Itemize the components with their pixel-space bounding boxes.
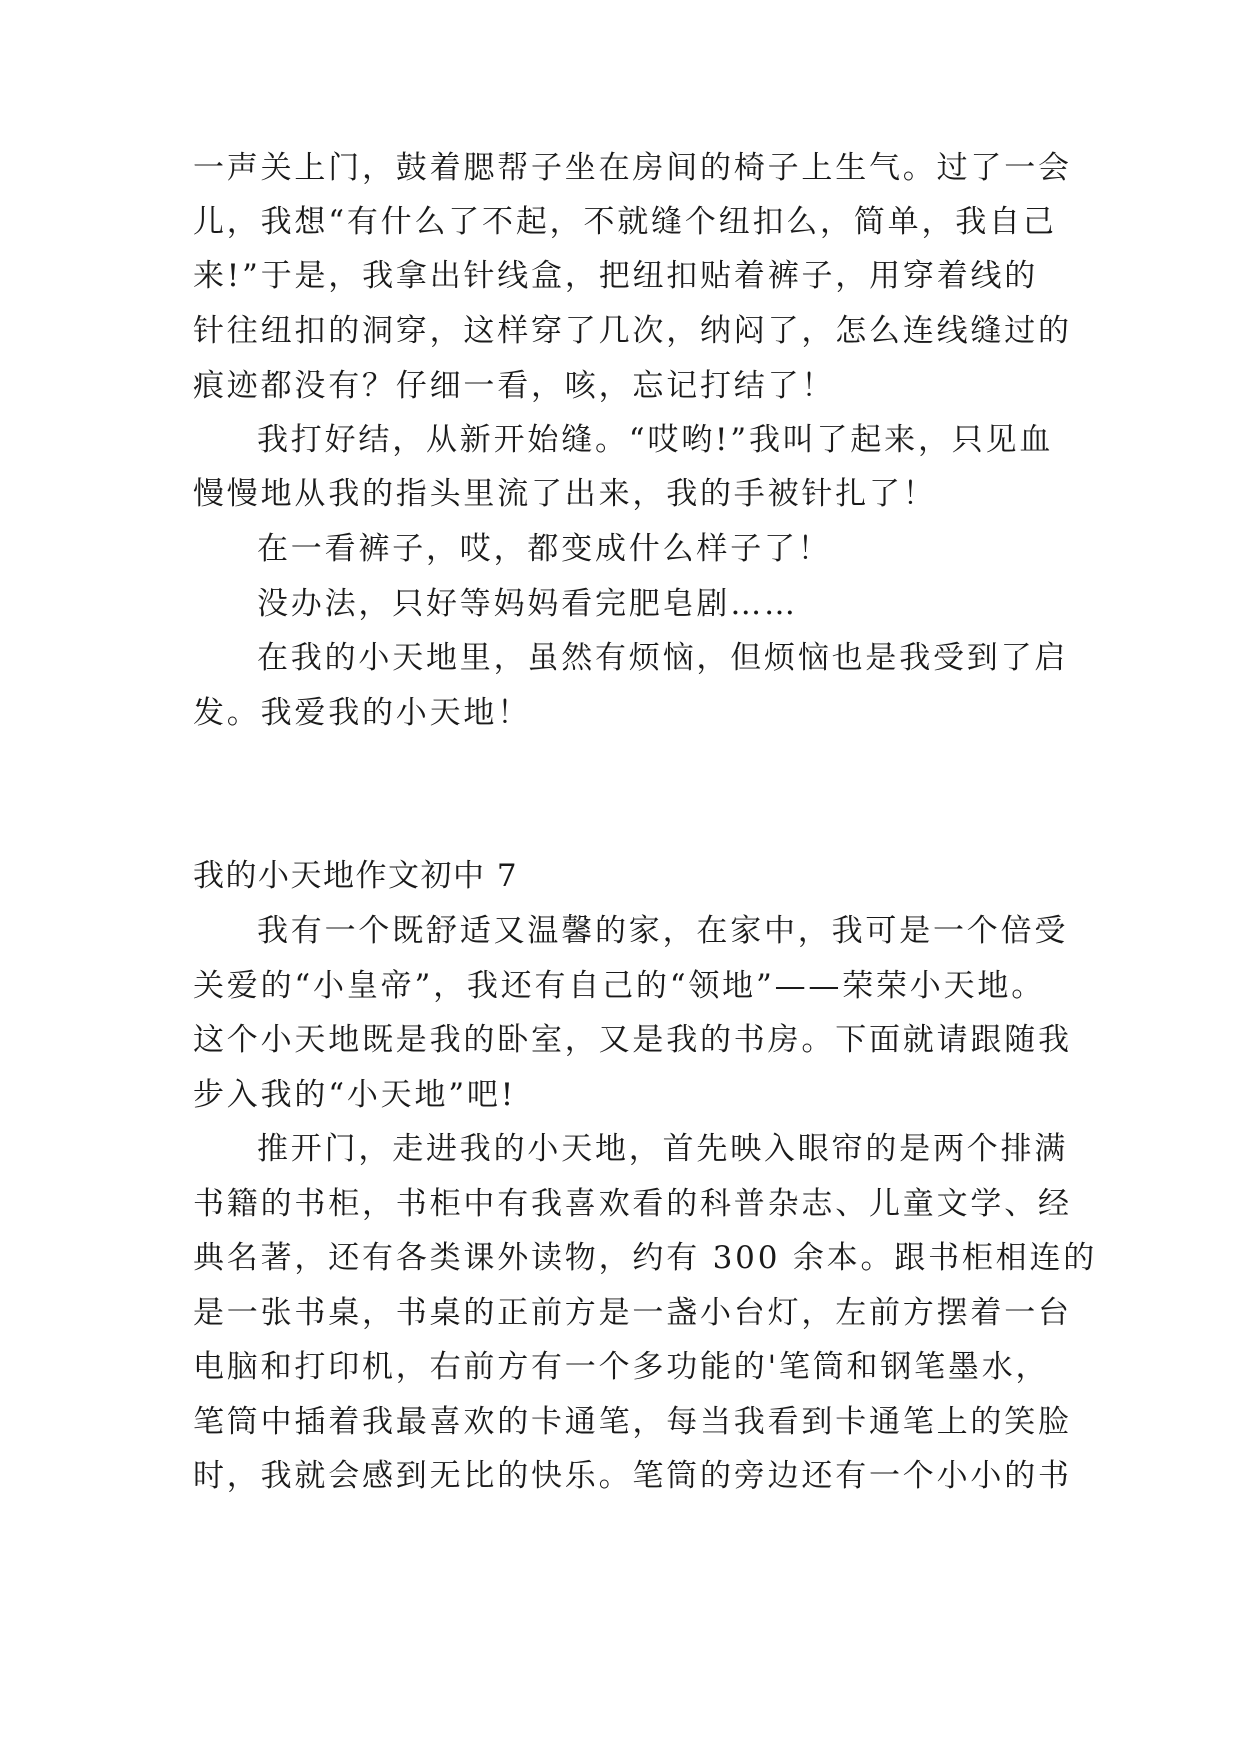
paragraph-line: 是一张书桌，书桌的正前方是一盏小台灯，左前方摆着一台 — [193, 1295, 1072, 1331]
paragraph-line: 关爱的“小皇帝”，我还有自己的“领地”——荣荣小天地。 — [193, 968, 1045, 1004]
paragraph-line: 慢慢地从我的指头里流了出来，我的手被针扎了！ — [193, 476, 937, 512]
paragraph-line: 这个小天地既是我的卧室，又是我的书房。下面就请跟随我 — [193, 1022, 1072, 1058]
paragraph-line: 针往纽扣的洞穿，这样穿了几次，纳闷了，怎么连线缝过的 — [193, 313, 1072, 349]
paragraph-line: 我打好结，从新开始缝。“哎哟!”我叫了起来，只见血 — [257, 422, 1054, 458]
paragraph-line: 没办法，只好等妈妈看完肥皂剧…… — [257, 586, 798, 622]
paragraph-line: 电脑和打印机，右前方有一个多功能的'笔筒和钢笔墨水， — [193, 1349, 1050, 1385]
paragraph-line: 时，我就会感到无比的快乐。笔筒的旁边还有一个小小的书 — [193, 1458, 1072, 1494]
paragraph-line: 典名著，还有各类课外读物，约有 300 余本。跟书柜相连的 — [193, 1240, 1098, 1276]
paragraph-line: 书籍的书柜，书柜中有我喜欢看的科普杂志、儿童文学、经 — [193, 1186, 1072, 1222]
paragraph-line: 步入我的“小天地”吧! — [193, 1077, 516, 1113]
paragraph-line: 来!”于是，我拿出针线盒，把纽扣贴着裤子，用穿着线的 — [193, 258, 1039, 294]
paragraph-line: 儿，我想“有什么了不起，不就缝个纽扣么，简单，我自己 — [193, 204, 1057, 240]
paragraph-line: 我有一个既舒适又温馨的家，在家中，我可是一个倍受 — [257, 913, 1069, 949]
paragraph-line: 在我的小天地里，虽然有烦恼，但烦恼也是我受到了启 — [257, 640, 1069, 676]
paragraph-line: 在一看裤子，哎，都变成什么样子了！ — [257, 531, 832, 567]
paragraph-line: 痕迹都没有？仔细一看，咳，忘记打结了！ — [193, 368, 836, 404]
paragraph-line: 发。我爱我的小天地！ — [193, 695, 531, 731]
essay-heading: 我的小天地作文初中 7 — [193, 858, 519, 894]
paragraph-line: 推开门，走进我的小天地，首先映入眼帘的是两个排满 — [257, 1131, 1069, 1167]
paragraph-line: 一声关上门，鼓着腮帮子坐在房间的椅子上生气。过了一会 — [193, 150, 1072, 186]
paragraph-line: 笔筒中插着我最喜欢的卡通笔，每当我看到卡通笔上的笑脸 — [193, 1404, 1072, 1440]
